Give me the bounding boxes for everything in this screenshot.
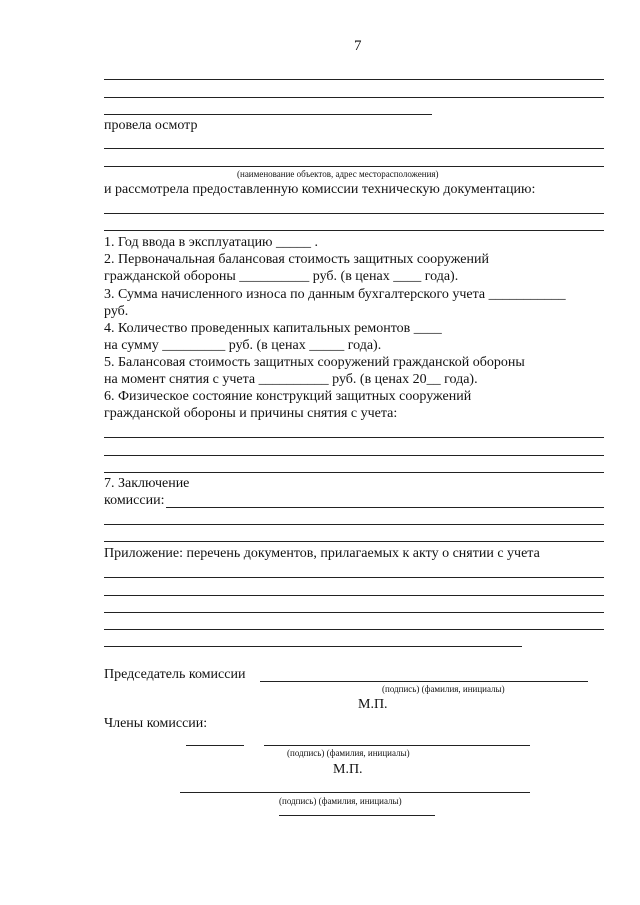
item-4-line-2: на сумму _________ руб. (в ценах _____ года). xyxy=(104,338,382,353)
blank-line xyxy=(104,612,604,613)
item-5-line-1: 5. Балансовая стоимость защитных сооружений гражданской обороны xyxy=(104,355,525,370)
item-2-line-2: гражданской обороны __________ руб. (в ценах ____ года). xyxy=(104,269,459,284)
blank-line xyxy=(104,213,604,214)
objects-caption: (наименование объектов, адрес месторасположения) xyxy=(237,169,439,179)
blank-line xyxy=(104,230,604,231)
item-2-line-1: 2. Первоначальная балансовая стоимость защитных сооружений xyxy=(104,252,489,267)
member3-signature-line xyxy=(279,815,435,816)
member2-signature-line xyxy=(180,792,530,793)
blank-line xyxy=(104,148,604,149)
blank-line xyxy=(104,166,604,167)
member1-signature-line-a xyxy=(186,745,244,746)
blank-line xyxy=(104,646,522,647)
item-6-line-2: гражданской обороны и причины снятия с учета: xyxy=(104,406,398,421)
item-4-line-1: 4. Количество проведенных капитальных ремонтов ____ xyxy=(104,321,442,336)
item-5-line-2: на момент снятия с учета __________ руб. (в ценах 20__ года). xyxy=(104,372,478,387)
blank-line xyxy=(104,541,604,542)
blank-line xyxy=(104,577,604,578)
page-number: 7 xyxy=(354,38,362,54)
blank-line xyxy=(104,524,604,525)
blank-line xyxy=(104,437,604,438)
blank-line xyxy=(104,455,604,456)
blank-line xyxy=(104,97,604,98)
seal-label: М.П. xyxy=(358,697,388,712)
member1-sign-caption: (подпись) (фамилия, инициалы) xyxy=(287,748,410,758)
seal-label-2: М.П. xyxy=(333,762,363,777)
item-7-line-2: комиссии: xyxy=(104,493,165,508)
members-label: Члены комиссии: xyxy=(104,716,208,731)
chairman-label: Председатель комиссии xyxy=(104,667,246,682)
item-3-line-2: руб. xyxy=(104,304,129,319)
item-3-line-1: 3. Сумма начисленного износа по данным бухгалтерского учета ___________ xyxy=(104,287,566,302)
conducted-inspection-label: провела осмотр xyxy=(104,118,198,133)
blank-line xyxy=(166,507,604,508)
item-6-line-1: 6. Физическое состояние конструкций защитных сооружений xyxy=(104,389,472,404)
member2-sign-caption: (подпись) (фамилия, инициалы) xyxy=(279,796,402,806)
chairman-sign-caption: (подпись) (фамилия, инициалы) xyxy=(382,684,505,694)
item-7-line-1: 7. Заключение xyxy=(104,476,190,491)
blank-line xyxy=(104,629,604,630)
blank-line xyxy=(104,472,604,473)
blank-line xyxy=(104,79,604,80)
blank-line xyxy=(104,595,604,596)
item-1: 1. Год ввода в эксплуатацию _____ . xyxy=(104,235,319,250)
appendix-text: Приложение: перечень документов, прилагаемых к акту о снятии с учета xyxy=(104,546,540,561)
blank-line xyxy=(104,114,432,115)
reviewed-docs-text: и рассмотрела предоставленную комиссии техническую документацию: xyxy=(104,182,536,197)
member1-signature-line-b xyxy=(264,745,530,746)
chairman-signature-line xyxy=(260,681,588,682)
